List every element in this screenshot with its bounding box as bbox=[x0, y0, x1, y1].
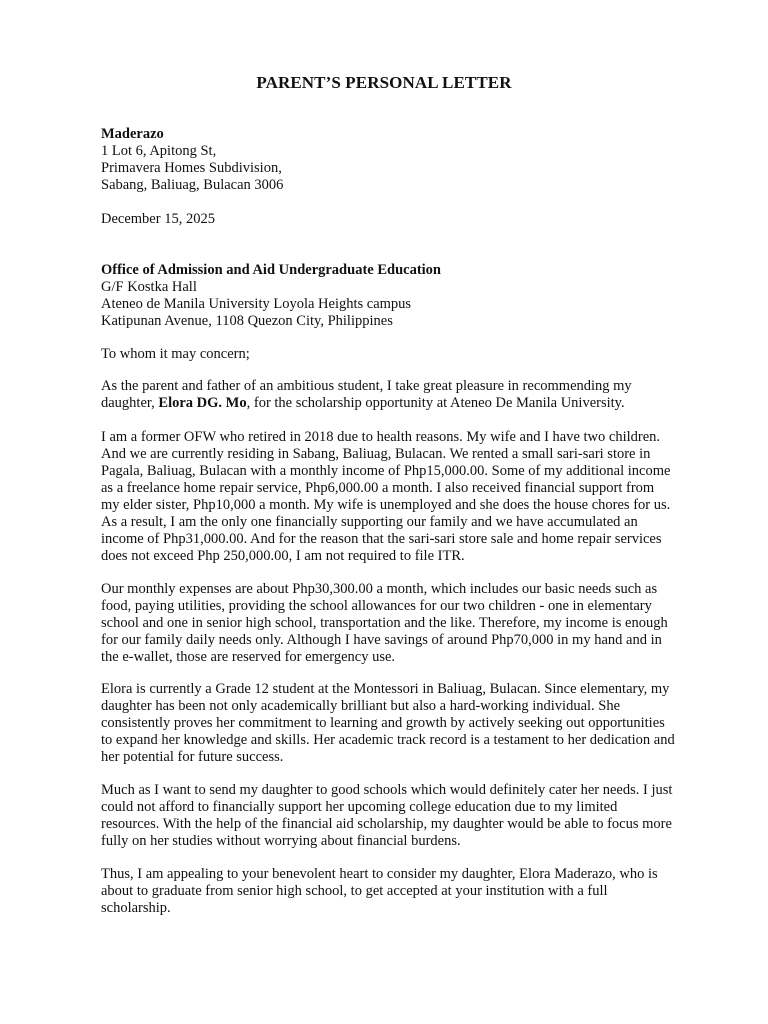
paragraph-line: for our family daily needs only. Although I have savings of around Php70,000 in my hand and in bbox=[101, 632, 662, 648]
paragraph-line: to expand her knowledge and skills. Her academic track record is a testament to her dedication and bbox=[101, 732, 675, 748]
recipient-address-line: Ateneo de Manila University Loyola Heights campus bbox=[101, 296, 412, 312]
sender-address-line: Primavera Homes Subdivision, bbox=[101, 160, 282, 176]
paragraph-family-income bbox=[101, 429, 721, 565]
paragraph-line: does not exceed Php 250,000.00, I am not required to file ITR. bbox=[101, 548, 465, 564]
recipient-address-line: G/F Kostka Hall bbox=[101, 279, 197, 295]
paragraph-line bbox=[101, 395, 721, 412]
salutation: To whom it may concern; bbox=[101, 346, 250, 362]
paragraph-line: Pagala, Baliuag, Bulacan with a monthly income of Php15,000.00. Some of my additional income bbox=[101, 463, 671, 479]
paragraph-academics bbox=[101, 681, 721, 766]
recipient-block bbox=[101, 262, 721, 330]
paragraph-line: As the parent and father of an ambitious student, I take great pleasure in recommending my bbox=[101, 378, 632, 394]
text-fragment: , for the scholarship opportunity at Ateneo De Manila University. bbox=[246, 395, 625, 411]
paragraph-recommendation bbox=[101, 378, 721, 412]
paragraph-line: I am a former OFW who retired in 2018 due to health reasons. My wife and I have two children. bbox=[101, 429, 661, 445]
paragraph-line: as a freelance home repair service, Php6,000.00 a month. I also received financial support from bbox=[101, 480, 655, 496]
paragraph-line: income of Php31,000.00. And for the reason that the sari-sari store sale and home repair services bbox=[101, 531, 662, 547]
paragraph-line: the e-wallet, those are reserved for emergency use. bbox=[101, 649, 396, 665]
sender-address-line: 1 Lot 6, Apitong St, bbox=[101, 143, 217, 159]
paragraph-line: about to graduate from senior high school, to get accepted at your institution with a full bbox=[101, 883, 608, 899]
letter-title: PARENT’S PERSONAL LETTER bbox=[256, 73, 512, 92]
student-name: Elora DG. Mo bbox=[158, 395, 247, 411]
sender-block bbox=[101, 126, 721, 194]
letter-date: December 15, 2025 bbox=[101, 211, 215, 227]
paragraph-line: consistently proves her commitment to learning and growth by actively seeking out opportunities bbox=[101, 715, 665, 731]
sender-address-line: Sabang, Baliuag, Bulacan 3006 bbox=[101, 177, 284, 193]
paragraph-line: Our monthly expenses are about Php30,300.00 a month, which includes our basic needs such as bbox=[101, 581, 658, 597]
paragraph-line: Much as I want to send my daughter to good schools which would definitely cater her needs. I just bbox=[101, 782, 673, 798]
paragraph-line: Elora is currently a Grade 12 student at the Montessori in Baliuag, Bulacan. Since elementary, my bbox=[101, 681, 670, 697]
recipient-address-line: Katipunan Avenue, 1108 Quezon City, Philippines bbox=[101, 313, 393, 329]
paragraph-line: resources. With the help of the financial aid scholarship, my daughter would be able to focus more bbox=[101, 816, 672, 832]
recipient-office: Office of Admission and Aid Undergraduate Education bbox=[101, 262, 441, 278]
paragraph-line: daughter has been not only academically brilliant but also a hard-working individual. She bbox=[101, 698, 621, 714]
paragraph-line: And we are currently residing in Sabang, Baliuag, Bulacan. We rented a small sari-sari store in bbox=[101, 446, 651, 462]
paragraph-line: Thus, I am appealing to your benevolent heart to consider my daughter, Elora Maderazo, who is bbox=[101, 866, 658, 882]
paragraph-line: As a result, I am the only one financially supporting our family and we have accumulated an bbox=[101, 514, 638, 530]
paragraph-line: my elder sister, Php10,000 a month. My wife is unemployed and she does the house chores for us. bbox=[101, 497, 671, 513]
paragraph-line: fully on her studies without worrying about financial burdens. bbox=[101, 833, 461, 849]
text-fragment: daughter, bbox=[101, 395, 159, 411]
paragraph-expenses bbox=[101, 581, 721, 666]
paragraph-line: food, paying utilities, providing the school allowances for our two children - one in elementary bbox=[101, 598, 652, 614]
paragraph-financial-need bbox=[101, 782, 721, 850]
paragraph-line: school and one in senior high school, transportation and the like. Therefore, my income is enough bbox=[101, 615, 668, 631]
sender-name: Maderazo bbox=[101, 126, 164, 142]
paragraph-appeal bbox=[101, 866, 721, 917]
paragraph-line: scholarship. bbox=[101, 900, 171, 916]
paragraph-line: could not afford to financially support her upcoming college education due to my limited bbox=[101, 799, 618, 815]
paragraph-line: her potential for future success. bbox=[101, 749, 284, 765]
